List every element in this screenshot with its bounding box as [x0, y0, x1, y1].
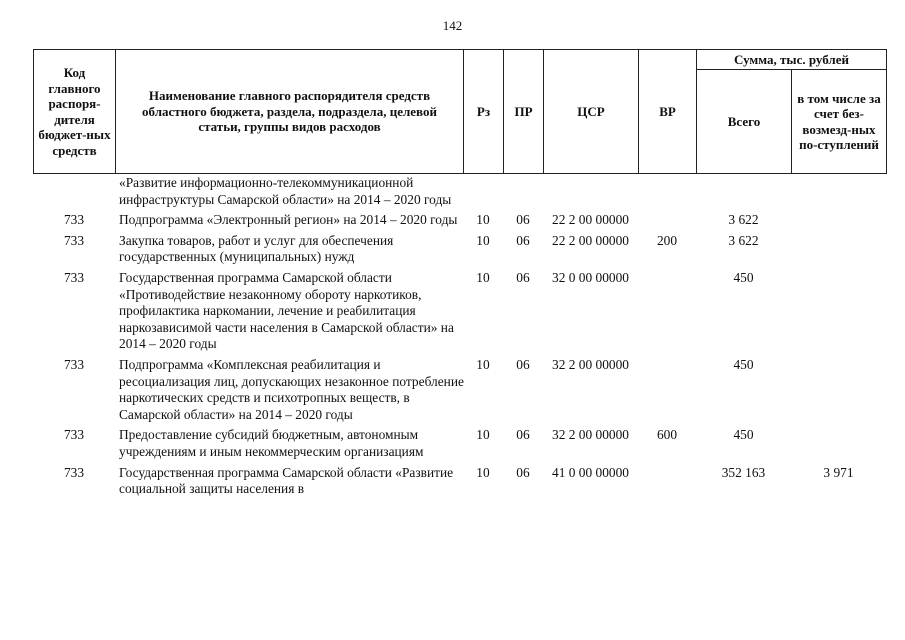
- row-rz: 10: [476, 464, 490, 480]
- row-pr: 06: [516, 232, 530, 248]
- row-code: 733: [63, 232, 85, 248]
- row-pr: 06: [516, 269, 530, 285]
- table-row: [33, 465, 886, 498]
- row-vr: 200: [656, 232, 678, 248]
- header-pr: ПР: [504, 50, 544, 173]
- header-rz: Рз: [464, 50, 504, 173]
- row-name: Государственная программа Самарской области «Развитие социальной защиты населения в: [119, 464, 454, 497]
- row-total: 450: [733, 427, 754, 443]
- page-number: 142: [442, 18, 463, 33]
- row-pr: 06: [516, 427, 530, 443]
- row-pr: 06: [516, 464, 530, 480]
- row-csr: 32 2 00 00000: [552, 427, 629, 443]
- row-csr: 32 0 00 00000: [552, 269, 629, 285]
- header-name: Наименование главного распорядителя средств областного бюджета, раздела, подраздела, целевой статьи, группы видов расходов: [116, 50, 464, 173]
- table-row: [33, 175, 886, 208]
- table-row: [33, 233, 886, 266]
- row-csr: 22 2 00 00000: [552, 212, 629, 228]
- row-code: 733: [63, 427, 85, 443]
- row-total: 352 163: [721, 464, 766, 480]
- row-free: 3 971: [823, 464, 854, 480]
- row-pr: 06: [516, 212, 530, 228]
- row-rz: 10: [476, 212, 490, 228]
- row-name: Подпрограмма «Комплексная реабилитация и ресоциализация лиц, допускающих незаконное потребление наркотических средств и психотропных веществ, в Самарской области» на 2014 – 2020 годы: [119, 356, 464, 422]
- row-pr: 06: [516, 356, 530, 372]
- table-body: [33, 175, 886, 498]
- row-name: Закупка товаров, работ и услуг для обеспечения государственных (муниципальных) нужд: [119, 232, 394, 265]
- row-csr: 22 2 00 00000: [552, 232, 629, 248]
- header-total: Всего: [697, 70, 792, 173]
- row-code: 733: [63, 212, 85, 228]
- header-csr: ЦСР: [544, 50, 639, 173]
- header-sum: Сумма, тыс. рублей: [697, 50, 887, 70]
- row-code: 733: [63, 356, 85, 372]
- header-code: Код главного распоря-дителя бюджет-ных средств: [34, 50, 116, 173]
- row-rz: 10: [476, 427, 490, 443]
- table-row: [33, 212, 886, 229]
- row-total: 3 622: [728, 212, 759, 228]
- row-total: 450: [733, 356, 754, 372]
- table-header: [33, 49, 887, 174]
- row-rz: 10: [476, 356, 490, 372]
- row-code: 733: [63, 269, 85, 285]
- table-row: [33, 270, 886, 353]
- row-total: 3 622: [728, 232, 759, 248]
- row-code: 733: [63, 464, 85, 480]
- row-name: «Развитие информационно-телекоммуникационной инфраструктуры Самарской области» на 2014 – 2020 годы: [119, 175, 452, 207]
- row-rz: 10: [476, 269, 490, 285]
- table-row: [33, 427, 886, 460]
- row-rz: 10: [476, 232, 490, 248]
- row-total: 450: [733, 269, 754, 285]
- row-name: Подпрограмма «Электронный регион» на 2014 – 2020 годы: [119, 212, 458, 228]
- header-vr: ВР: [639, 50, 697, 173]
- row-name: Предоставление субсидий бюджетным, автономным учреждениям и иным некоммерческим организациям: [119, 427, 424, 459]
- table-row: [33, 357, 886, 423]
- row-csr: 41 0 00 00000: [552, 464, 629, 480]
- row-name: Государственная программа Самарской области «Противодействие незаконному обороту наркотиков, профилактика наркомании, лечение и реабилитация наркозависимой части населения в Самарской области» на 2014 – 2020 годы: [119, 269, 454, 352]
- row-csr: 32 2 00 00000: [552, 356, 629, 372]
- row-vr: 600: [656, 427, 678, 443]
- header-free: в том числе за счет без-возмезд-ных по-ступлений: [792, 70, 887, 173]
